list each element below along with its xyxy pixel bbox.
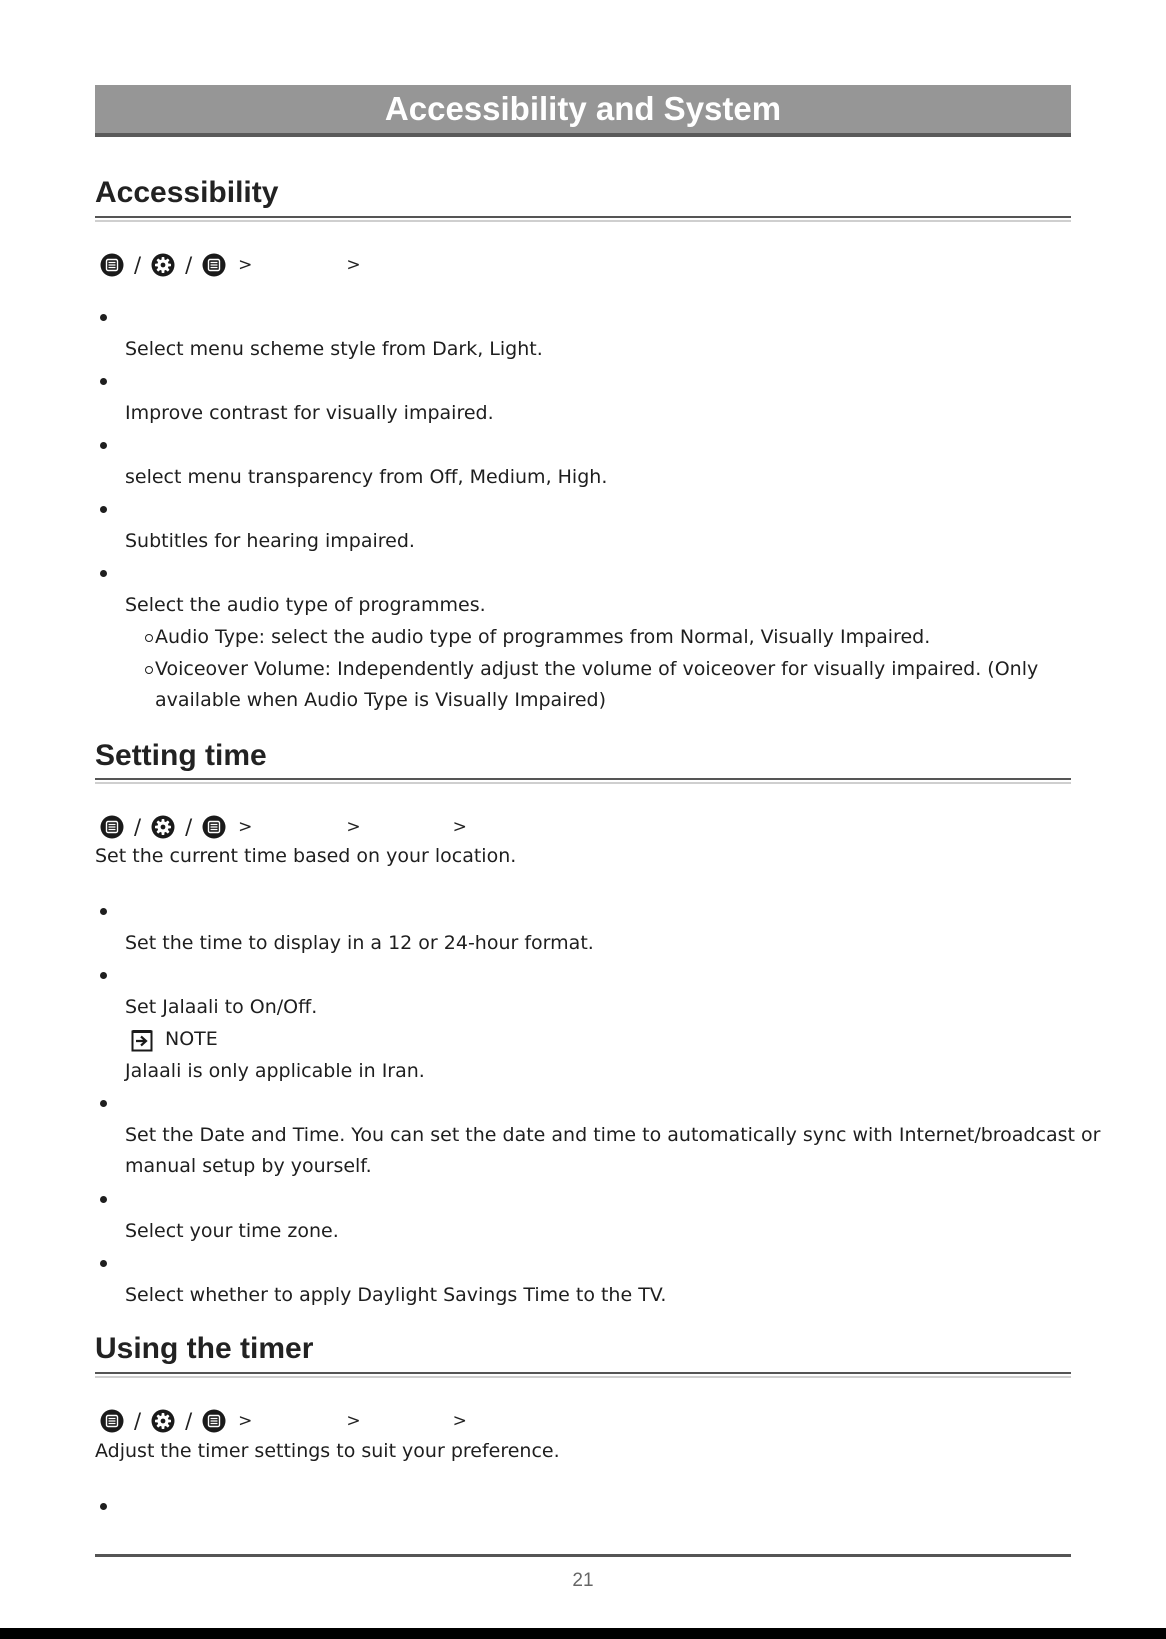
- sub-item-text: Voiceover Volume: Independently adjust the volume of voiceover for visually impaired. (Only: [155, 658, 1039, 680]
- path-separator: /: [185, 253, 193, 277]
- path-arrow: >: [346, 817, 361, 837]
- section-intro: Set the current time based on your location.: [95, 845, 517, 867]
- item-description: Select your time zone.: [125, 1220, 339, 1242]
- bullet: [100, 570, 107, 577]
- menu-path: [100, 1406, 467, 1436]
- section-divider: [95, 1372, 1071, 1378]
- path-arrow: >: [238, 255, 253, 275]
- bullet: [100, 442, 107, 449]
- bullet: [100, 506, 107, 513]
- page-number: 21: [572, 1570, 594, 1591]
- item-description: Select the audio type of programmes.: [125, 594, 486, 616]
- bullet: [100, 314, 107, 321]
- item-description: select menu transparency from Off, Medium, High.: [125, 466, 608, 488]
- path-arrow: >: [346, 255, 361, 275]
- sub-bullet: [145, 634, 153, 642]
- sub-item-text: available when Audio Type is Visually Impaired): [155, 689, 607, 711]
- menu-icon: [202, 253, 226, 277]
- path-separator: /: [134, 1409, 142, 1433]
- path-arrow: >: [238, 1411, 253, 1431]
- menu-path: [100, 250, 361, 280]
- note-arrow-icon: [131, 1030, 153, 1052]
- path-separator: /: [185, 815, 193, 839]
- sub-item-text: Audio Type: select the audio type of programmes from Normal, Visually Impaired.: [155, 626, 931, 648]
- gear-icon: [151, 1409, 175, 1433]
- path-separator: /: [134, 815, 142, 839]
- path-separator: /: [185, 1409, 193, 1433]
- note-label: NOTE: [165, 1028, 218, 1050]
- bullet: [100, 1260, 107, 1267]
- gear-icon: [151, 815, 175, 839]
- menu-icon: [100, 253, 124, 277]
- item-description: Set Jalaali to On/Off.: [125, 996, 318, 1018]
- item-description: Select menu scheme style from Dark, Light.: [125, 338, 543, 360]
- section-heading-accessibility: Accessibility: [95, 176, 279, 209]
- section-heading-setting-time: Setting time: [95, 739, 267, 772]
- item-description: Select whether to apply Daylight Savings Time to the TV.: [125, 1284, 667, 1306]
- page-title-bar: [95, 85, 1071, 137]
- footer-divider: [95, 1554, 1071, 1557]
- bullet: [100, 378, 107, 385]
- gear-icon: [151, 253, 175, 277]
- section-intro: Adjust the timer settings to suit your preference.: [95, 1440, 560, 1462]
- path-arrow: >: [452, 817, 467, 837]
- item-description: Subtitles for hearing impaired.: [125, 530, 415, 552]
- page-title: Accessibility and System: [384, 90, 782, 127]
- bullet: [100, 908, 107, 915]
- path-separator: /: [134, 253, 142, 277]
- sub-bullet: [145, 666, 153, 674]
- path-arrow: >: [346, 1411, 361, 1431]
- bullet: [100, 1196, 107, 1203]
- menu-icon: [202, 1409, 226, 1433]
- item-description: manual setup by yourself.: [125, 1155, 372, 1177]
- item-description: Improve contrast for visually impaired.: [125, 402, 494, 424]
- menu-icon: [202, 815, 226, 839]
- section-divider: [95, 778, 1071, 784]
- path-arrow: >: [452, 1411, 467, 1431]
- item-description: Set the Date and Time. You can set the date and time to automatically sync with Internet/broadcast or: [125, 1124, 1101, 1146]
- section-heading-using-timer: Using the timer: [95, 1332, 314, 1365]
- bottom-edge-strip: [0, 1628, 1166, 1639]
- note-text: Jalaali is only applicable in Iran.: [125, 1060, 425, 1082]
- menu-icon: [100, 815, 124, 839]
- menu-icon: [100, 1409, 124, 1433]
- bullet: [100, 1100, 107, 1107]
- menu-path: [100, 812, 467, 842]
- bullet: [100, 1503, 107, 1510]
- item-description: Set the time to display in a 12 or 24-hour format.: [125, 932, 594, 954]
- section-divider: [95, 216, 1071, 222]
- path-arrow: >: [238, 817, 253, 837]
- bullet: [100, 972, 107, 979]
